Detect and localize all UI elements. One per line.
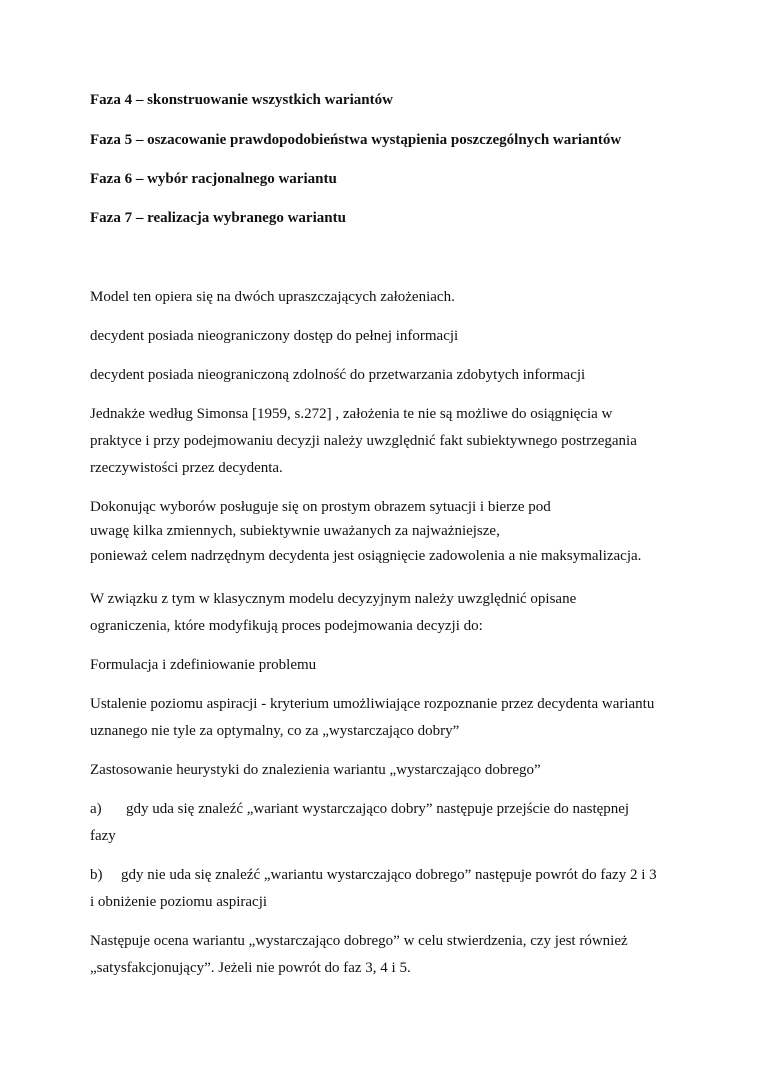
- paragraph-line: ograniczenia, które modyfikują proces podejmowania decyzji do:: [90, 618, 483, 634]
- paragraph-line: Jednakże według Simonsa [1959, s.272] , założenia te nie są możliwe do osiągnięcia w: [90, 406, 613, 422]
- phase-heading: Faza 7 – realizacja wybranego wariantu: [90, 210, 346, 226]
- list-item-text: i obniżenie poziomu aspiracji: [90, 894, 268, 910]
- phase-heading: Faza 4 – skonstruowanie wszystkich wariantów: [90, 92, 393, 108]
- list-item-text: fazy: [90, 828, 116, 844]
- paragraph-line: „satysfakcjonujący”. Jeżeli nie powrót do faz 3, 4 i 5.: [90, 960, 411, 976]
- paragraph-line: Następuje ocena wariantu „wystarczająco dobrego” w celu stwierdzenia, czy jest również: [90, 933, 628, 949]
- assumption-text: decydent posiada nieograniczony dostęp do pełnej informacji: [90, 328, 459, 344]
- list-marker: b): [90, 867, 103, 883]
- paragraph-line: W związku z tym w klasycznym modelu decyzyjnym należy uwzględnić opisane: [90, 591, 577, 607]
- assumption-text: decydent posiada nieograniczoną zdolność do przetwarzania zdobytych informacji: [90, 367, 586, 383]
- phase-heading: Faza 6 – wybór racjonalnego wariantu: [90, 171, 337, 187]
- paragraph-line: praktyce i przy podejmowaniu decyzji należy uwzględnić fakt subiektywnego postrzegania: [90, 433, 637, 449]
- list-item-text: gdy nie uda się znaleźć „wariantu wystarczająco dobrego” następuje powrót do fazy 2 i 3: [121, 867, 657, 883]
- paragraph-line: rzeczywistości przez decydenta.: [90, 460, 283, 476]
- paragraph-line: Ustalenie poziomu aspiracji - kryterium umożliwiające rozpoznanie przez decydenta wariantu: [90, 696, 655, 712]
- paragraph-line: Zastosowanie heurystyki do znalezienia wariantu „wystarczająco dobrego”: [90, 762, 541, 778]
- list-item-text: Formulacja i zdefiniowanie problemu: [90, 657, 317, 673]
- list-marker: a): [90, 801, 102, 817]
- paragraph-line: Dokonując wyborów posługuje się on prostym obrazem sytuacji i bierze pod: [90, 499, 551, 515]
- paragraph-line: uznanego nie tyle za optymalny, co za „wystarczająco dobry”: [90, 723, 460, 739]
- paragraph-line: ponieważ celem nadrzędnym decydenta jest osiągnięcie zadowolenia a nie maksymalizacja.: [90, 548, 642, 564]
- model-intro-text: Model ten opiera się na dwóch upraszczających założeniach.: [90, 289, 455, 305]
- paragraph-line: uwagę kilka zmiennych, subiektywnie uważanych za najważniejsze,: [90, 523, 500, 539]
- list-item-text: gdy uda się znaleźć „wariant wystarczająco dobry” następuje przejście do następnej: [126, 801, 630, 817]
- phase-heading: Faza 5 – oszacowanie prawdopodobieństwa wystąpienia poszczególnych wariantów: [90, 132, 622, 148]
